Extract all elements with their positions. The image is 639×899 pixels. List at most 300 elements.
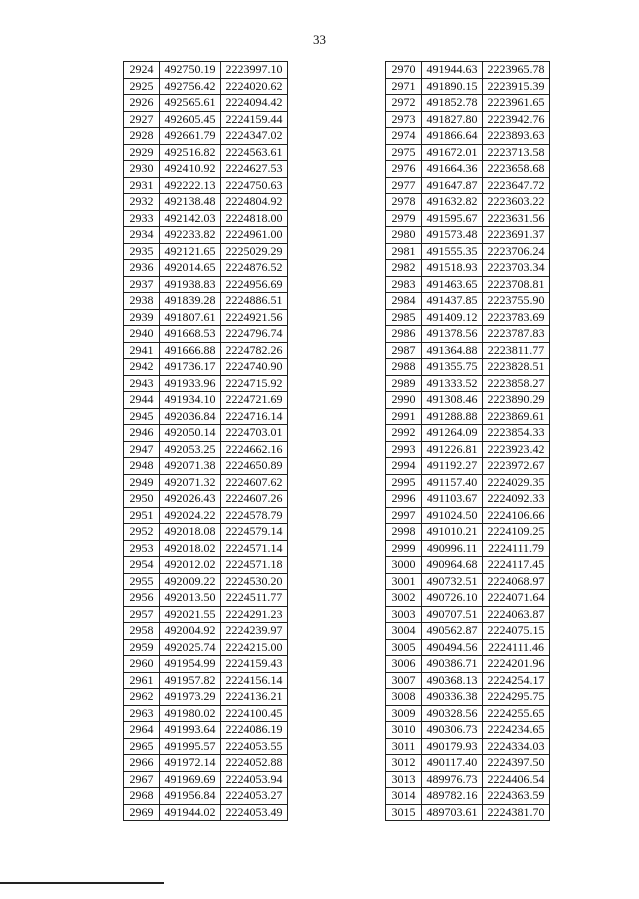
point-number-cell: 3014 — [386, 788, 422, 805]
table-row — [386, 606, 550, 623]
point-number-cell: 2951 — [124, 507, 160, 524]
y-coordinate-cell: 2224650.89 — [221, 458, 288, 475]
y-coordinate-cell: 2224295.75 — [483, 689, 550, 706]
point-number-cell: 2957 — [124, 606, 160, 623]
point-number-cell: 2977 — [386, 177, 422, 194]
y-coordinate-cell: 2223915.39 — [483, 78, 550, 95]
y-coordinate-cell: 2223603.22 — [483, 194, 550, 211]
table-row — [124, 128, 288, 145]
x-coordinate-cell: 492012.02 — [160, 557, 221, 574]
point-number-cell: 2945 — [124, 408, 160, 425]
table-row — [124, 392, 288, 409]
y-coordinate-cell: 2223965.78 — [483, 62, 550, 79]
point-number-cell: 2970 — [386, 62, 422, 79]
x-coordinate-cell: 491024.50 — [422, 507, 483, 524]
y-coordinate-cell: 2224750.63 — [221, 177, 288, 194]
y-coordinate-cell: 2224053.49 — [221, 804, 288, 821]
x-coordinate-cell: 491890.15 — [422, 78, 483, 95]
y-coordinate-cell: 2224159.44 — [221, 111, 288, 128]
y-coordinate-cell: 2224740.90 — [221, 359, 288, 376]
y-coordinate-cell: 2224716.14 — [221, 408, 288, 425]
point-number-cell: 3012 — [386, 755, 422, 772]
table-row — [124, 111, 288, 128]
x-coordinate-cell: 491827.80 — [422, 111, 483, 128]
y-coordinate-cell: 2224571.18 — [221, 557, 288, 574]
point-number-cell: 3009 — [386, 705, 422, 722]
point-number-cell: 2959 — [124, 639, 160, 656]
point-number-cell: 2926 — [124, 95, 160, 112]
x-coordinate-cell: 492565.61 — [160, 95, 221, 112]
x-coordinate-cell: 491933.96 — [160, 375, 221, 392]
table-row — [386, 210, 550, 227]
y-coordinate-cell: 2224530.20 — [221, 573, 288, 590]
table-row — [124, 359, 288, 376]
y-coordinate-cell: 2224347.02 — [221, 128, 288, 145]
y-coordinate-cell: 2223858.27 — [483, 375, 550, 392]
x-coordinate-cell: 490732.51 — [422, 573, 483, 590]
y-coordinate-cell: 2224111.79 — [483, 540, 550, 557]
y-coordinate-cell: 2223787.83 — [483, 326, 550, 343]
table-row — [124, 491, 288, 508]
point-number-cell: 2938 — [124, 293, 160, 310]
table-row — [386, 128, 550, 145]
table-row — [386, 491, 550, 508]
table-row — [124, 738, 288, 755]
point-number-cell: 2953 — [124, 540, 160, 557]
y-coordinate-cell: 2224254.17 — [483, 672, 550, 689]
table-row — [386, 474, 550, 491]
point-number-cell: 2996 — [386, 491, 422, 508]
table-row — [386, 788, 550, 805]
table-row — [386, 359, 550, 376]
x-coordinate-cell: 491192.27 — [422, 458, 483, 475]
y-coordinate-cell: 2223893.63 — [483, 128, 550, 145]
point-number-cell: 2987 — [386, 342, 422, 359]
x-coordinate-cell: 491364.88 — [422, 342, 483, 359]
point-number-cell: 2971 — [386, 78, 422, 95]
y-coordinate-cell: 2224201.96 — [483, 656, 550, 673]
table-row — [124, 425, 288, 442]
coordinate-table-right — [385, 61, 550, 821]
point-number-cell: 3011 — [386, 738, 422, 755]
y-coordinate-cell: 2224804.92 — [221, 194, 288, 211]
table-row — [386, 573, 550, 590]
y-coordinate-cell: 2223658.68 — [483, 161, 550, 178]
table-row — [386, 557, 550, 574]
table-row — [386, 161, 550, 178]
x-coordinate-cell: 492410.92 — [160, 161, 221, 178]
x-coordinate-cell: 491573.48 — [422, 227, 483, 244]
y-coordinate-cell: 2224075.15 — [483, 623, 550, 640]
y-coordinate-cell: 2224136.21 — [221, 689, 288, 706]
y-coordinate-cell: 2223708.81 — [483, 276, 550, 293]
x-coordinate-cell: 490179.93 — [422, 738, 483, 755]
x-coordinate-cell: 489782.16 — [422, 788, 483, 805]
table-row — [386, 639, 550, 656]
point-number-cell: 2995 — [386, 474, 422, 491]
point-number-cell: 2934 — [124, 227, 160, 244]
y-coordinate-cell: 2224215.00 — [221, 639, 288, 656]
table-row — [124, 705, 288, 722]
x-coordinate-cell: 491264.09 — [422, 425, 483, 442]
table-row — [124, 639, 288, 656]
y-coordinate-cell: 2224334.03 — [483, 738, 550, 755]
footnote-separator — [0, 882, 164, 884]
x-coordinate-cell: 491378.56 — [422, 326, 483, 343]
page-number: 33 — [313, 32, 326, 47]
table-row — [124, 573, 288, 590]
point-number-cell: 2942 — [124, 359, 160, 376]
x-coordinate-cell: 492021.55 — [160, 606, 221, 623]
table-row — [124, 590, 288, 607]
point-number-cell: 2944 — [124, 392, 160, 409]
point-number-cell: 2997 — [386, 507, 422, 524]
point-number-cell: 2958 — [124, 623, 160, 640]
table-row — [124, 210, 288, 227]
x-coordinate-cell: 491666.88 — [160, 342, 221, 359]
point-number-cell: 2956 — [124, 590, 160, 607]
y-coordinate-cell: 2224397.50 — [483, 755, 550, 772]
point-number-cell: 2964 — [124, 722, 160, 739]
y-coordinate-cell: 2224255.65 — [483, 705, 550, 722]
y-coordinate-cell: 2224071.64 — [483, 590, 550, 607]
x-coordinate-cell: 491632.82 — [422, 194, 483, 211]
table-row — [124, 755, 288, 772]
x-coordinate-cell: 491333.52 — [422, 375, 483, 392]
table-row — [124, 95, 288, 112]
table-row — [124, 606, 288, 623]
x-coordinate-cell: 492233.82 — [160, 227, 221, 244]
table-row — [386, 507, 550, 524]
x-coordinate-cell: 491954.99 — [160, 656, 221, 673]
table-row — [386, 62, 550, 79]
table-row — [124, 293, 288, 310]
point-number-cell: 2966 — [124, 755, 160, 772]
table-row — [124, 342, 288, 359]
point-number-cell: 2981 — [386, 243, 422, 260]
x-coordinate-cell: 490494.56 — [422, 639, 483, 656]
x-coordinate-cell: 492013.50 — [160, 590, 221, 607]
point-number-cell: 2940 — [124, 326, 160, 343]
x-coordinate-cell: 491437.85 — [422, 293, 483, 310]
x-coordinate-cell: 492142.03 — [160, 210, 221, 227]
point-number-cell: 2946 — [124, 425, 160, 442]
point-number-cell: 2999 — [386, 540, 422, 557]
table-row — [124, 672, 288, 689]
point-number-cell: 3004 — [386, 623, 422, 640]
table-row — [386, 144, 550, 161]
x-coordinate-cell: 489976.73 — [422, 771, 483, 788]
point-number-cell: 2962 — [124, 689, 160, 706]
x-coordinate-cell: 492661.79 — [160, 128, 221, 145]
x-coordinate-cell: 492024.22 — [160, 507, 221, 524]
x-coordinate-cell: 491839.28 — [160, 293, 221, 310]
table-row — [124, 260, 288, 277]
x-coordinate-cell: 491944.63 — [422, 62, 483, 79]
table-row — [386, 260, 550, 277]
y-coordinate-cell: 2223647.72 — [483, 177, 550, 194]
y-coordinate-cell: 2224117.45 — [483, 557, 550, 574]
x-coordinate-cell: 491308.46 — [422, 392, 483, 409]
table-row — [386, 408, 550, 425]
point-number-cell: 2931 — [124, 177, 160, 194]
x-coordinate-cell: 492516.82 — [160, 144, 221, 161]
table-row — [386, 590, 550, 607]
y-coordinate-cell: 2225029.29 — [221, 243, 288, 260]
point-number-cell: 2993 — [386, 441, 422, 458]
table-row — [386, 425, 550, 442]
table-row — [124, 408, 288, 425]
y-coordinate-cell: 2224029.35 — [483, 474, 550, 491]
table-row — [386, 623, 550, 640]
y-coordinate-cell: 2224020.62 — [221, 78, 288, 95]
x-coordinate-cell: 490964.68 — [422, 557, 483, 574]
table-row — [124, 243, 288, 260]
point-number-cell: 2975 — [386, 144, 422, 161]
y-coordinate-cell: 2224406.54 — [483, 771, 550, 788]
table-row — [386, 705, 550, 722]
x-coordinate-cell: 491409.12 — [422, 309, 483, 326]
x-coordinate-cell: 491555.35 — [422, 243, 483, 260]
y-coordinate-cell: 2224234.65 — [483, 722, 550, 739]
y-coordinate-cell: 2224086.19 — [221, 722, 288, 739]
y-coordinate-cell: 2224156.14 — [221, 672, 288, 689]
table-row — [386, 276, 550, 293]
table-row — [124, 722, 288, 739]
point-number-cell: 2998 — [386, 524, 422, 541]
table-row — [124, 689, 288, 706]
table-row — [124, 177, 288, 194]
table-row — [124, 474, 288, 491]
x-coordinate-cell: 491807.61 — [160, 309, 221, 326]
x-coordinate-cell: 490368.13 — [422, 672, 483, 689]
point-number-cell: 2969 — [124, 804, 160, 821]
point-number-cell: 2961 — [124, 672, 160, 689]
y-coordinate-cell: 2223972.67 — [483, 458, 550, 475]
x-coordinate-cell: 491647.87 — [422, 177, 483, 194]
y-coordinate-cell: 2224109.25 — [483, 524, 550, 541]
point-number-cell: 2979 — [386, 210, 422, 227]
point-number-cell: 3006 — [386, 656, 422, 673]
x-coordinate-cell: 491355.75 — [422, 359, 483, 376]
y-coordinate-cell: 2224876.52 — [221, 260, 288, 277]
y-coordinate-cell: 2224818.00 — [221, 210, 288, 227]
x-coordinate-cell: 492018.08 — [160, 524, 221, 541]
y-coordinate-cell: 2224094.42 — [221, 95, 288, 112]
table-row — [124, 507, 288, 524]
x-coordinate-cell: 492050.14 — [160, 425, 221, 442]
y-coordinate-cell: 2224715.92 — [221, 375, 288, 392]
x-coordinate-cell: 492004.92 — [160, 623, 221, 640]
x-coordinate-cell: 491995.57 — [160, 738, 221, 755]
point-number-cell: 2965 — [124, 738, 160, 755]
x-coordinate-cell: 491103.67 — [422, 491, 483, 508]
x-coordinate-cell: 491957.82 — [160, 672, 221, 689]
point-number-cell: 2983 — [386, 276, 422, 293]
table-row — [124, 788, 288, 805]
table-row — [386, 177, 550, 194]
table-row — [386, 458, 550, 475]
x-coordinate-cell: 491518.93 — [422, 260, 483, 277]
x-coordinate-cell: 492138.48 — [160, 194, 221, 211]
table-row — [124, 276, 288, 293]
x-coordinate-cell: 490117.40 — [422, 755, 483, 772]
table-row — [124, 375, 288, 392]
y-coordinate-cell: 2224239.97 — [221, 623, 288, 640]
point-number-cell: 2976 — [386, 161, 422, 178]
x-coordinate-cell: 492756.42 — [160, 78, 221, 95]
table-row — [124, 62, 288, 79]
table-row — [386, 755, 550, 772]
table-row — [386, 771, 550, 788]
y-coordinate-cell: 2224662.16 — [221, 441, 288, 458]
y-coordinate-cell: 2224100.45 — [221, 705, 288, 722]
y-coordinate-cell: 2224363.59 — [483, 788, 550, 805]
point-number-cell: 2950 — [124, 491, 160, 508]
y-coordinate-cell: 2224961.00 — [221, 227, 288, 244]
point-number-cell: 3010 — [386, 722, 422, 739]
table-row — [124, 623, 288, 640]
table-row — [124, 540, 288, 557]
point-number-cell: 3000 — [386, 557, 422, 574]
y-coordinate-cell: 2223942.76 — [483, 111, 550, 128]
y-coordinate-cell: 2224956.69 — [221, 276, 288, 293]
x-coordinate-cell: 492014.65 — [160, 260, 221, 277]
y-coordinate-cell: 2223783.69 — [483, 309, 550, 326]
y-coordinate-cell: 2224092.33 — [483, 491, 550, 508]
y-coordinate-cell: 2224721.69 — [221, 392, 288, 409]
point-number-cell: 2925 — [124, 78, 160, 95]
table-row — [124, 326, 288, 343]
point-number-cell: 2927 — [124, 111, 160, 128]
y-coordinate-cell: 2224053.94 — [221, 771, 288, 788]
x-coordinate-cell: 490726.10 — [422, 590, 483, 607]
point-number-cell: 3001 — [386, 573, 422, 590]
point-number-cell: 2949 — [124, 474, 160, 491]
point-number-cell: 2941 — [124, 342, 160, 359]
x-coordinate-cell: 491668.53 — [160, 326, 221, 343]
x-coordinate-cell: 490996.11 — [422, 540, 483, 557]
y-coordinate-cell: 2224159.43 — [221, 656, 288, 673]
point-number-cell: 2924 — [124, 62, 160, 79]
x-coordinate-cell: 491664.36 — [422, 161, 483, 178]
table-row — [386, 78, 550, 95]
point-number-cell: 2994 — [386, 458, 422, 475]
y-coordinate-cell: 2224578.79 — [221, 507, 288, 524]
table-row — [386, 804, 550, 821]
point-number-cell: 2935 — [124, 243, 160, 260]
y-coordinate-cell: 2223703.34 — [483, 260, 550, 277]
x-coordinate-cell: 491463.65 — [422, 276, 483, 293]
point-number-cell: 3008 — [386, 689, 422, 706]
point-number-cell: 3013 — [386, 771, 422, 788]
x-coordinate-cell: 491288.88 — [422, 408, 483, 425]
table-row — [124, 557, 288, 574]
table-row — [386, 243, 550, 260]
x-coordinate-cell: 490562.87 — [422, 623, 483, 640]
x-coordinate-cell: 491226.81 — [422, 441, 483, 458]
point-number-cell: 2988 — [386, 359, 422, 376]
table-row — [386, 309, 550, 326]
x-coordinate-cell: 490707.51 — [422, 606, 483, 623]
point-number-cell: 2939 — [124, 309, 160, 326]
table-row — [386, 227, 550, 244]
x-coordinate-cell: 491157.40 — [422, 474, 483, 491]
point-number-cell: 2960 — [124, 656, 160, 673]
point-number-cell: 2972 — [386, 95, 422, 112]
x-coordinate-cell: 491980.02 — [160, 705, 221, 722]
y-coordinate-cell: 2224886.51 — [221, 293, 288, 310]
point-number-cell: 2990 — [386, 392, 422, 409]
x-coordinate-cell: 491852.78 — [422, 95, 483, 112]
table-row — [124, 78, 288, 95]
point-number-cell: 2980 — [386, 227, 422, 244]
x-coordinate-cell: 491944.02 — [160, 804, 221, 821]
table-row — [386, 656, 550, 673]
table-row — [386, 441, 550, 458]
table-row — [124, 194, 288, 211]
point-number-cell: 2986 — [386, 326, 422, 343]
y-coordinate-cell: 2224068.97 — [483, 573, 550, 590]
y-coordinate-cell: 2224703.01 — [221, 425, 288, 442]
point-number-cell: 3015 — [386, 804, 422, 821]
point-number-cell: 2968 — [124, 788, 160, 805]
y-coordinate-cell: 2223631.56 — [483, 210, 550, 227]
table-row — [386, 375, 550, 392]
table-row — [124, 804, 288, 821]
table-row — [124, 458, 288, 475]
y-coordinate-cell: 2224571.14 — [221, 540, 288, 557]
table-row — [386, 342, 550, 359]
point-number-cell: 2989 — [386, 375, 422, 392]
table-row — [386, 722, 550, 739]
x-coordinate-cell: 491934.10 — [160, 392, 221, 409]
point-number-cell: 3003 — [386, 606, 422, 623]
table-row — [386, 689, 550, 706]
y-coordinate-cell: 2223713.58 — [483, 144, 550, 161]
point-number-cell: 2929 — [124, 144, 160, 161]
table-row — [386, 672, 550, 689]
table-row — [124, 309, 288, 326]
point-number-cell: 2947 — [124, 441, 160, 458]
y-coordinate-cell: 2224921.56 — [221, 309, 288, 326]
x-coordinate-cell: 490336.38 — [422, 689, 483, 706]
y-coordinate-cell: 2224106.66 — [483, 507, 550, 524]
point-number-cell: 2974 — [386, 128, 422, 145]
x-coordinate-cell: 492750.19 — [160, 62, 221, 79]
x-coordinate-cell: 491972.14 — [160, 755, 221, 772]
y-coordinate-cell: 2224111.46 — [483, 639, 550, 656]
x-coordinate-cell: 492036.84 — [160, 408, 221, 425]
y-coordinate-cell: 2224053.55 — [221, 738, 288, 755]
point-number-cell: 2991 — [386, 408, 422, 425]
table-row — [124, 144, 288, 161]
table-row — [386, 540, 550, 557]
y-coordinate-cell: 2224052.88 — [221, 755, 288, 772]
table-row — [386, 392, 550, 409]
x-coordinate-cell: 491938.83 — [160, 276, 221, 293]
y-coordinate-cell: 2224291.23 — [221, 606, 288, 623]
x-coordinate-cell: 492121.65 — [160, 243, 221, 260]
point-number-cell: 2982 — [386, 260, 422, 277]
point-number-cell: 2967 — [124, 771, 160, 788]
y-coordinate-cell: 2224782.26 — [221, 342, 288, 359]
point-number-cell: 3002 — [386, 590, 422, 607]
point-number-cell: 3005 — [386, 639, 422, 656]
x-coordinate-cell: 491993.64 — [160, 722, 221, 739]
x-coordinate-cell: 490328.56 — [422, 705, 483, 722]
x-coordinate-cell: 492071.38 — [160, 458, 221, 475]
